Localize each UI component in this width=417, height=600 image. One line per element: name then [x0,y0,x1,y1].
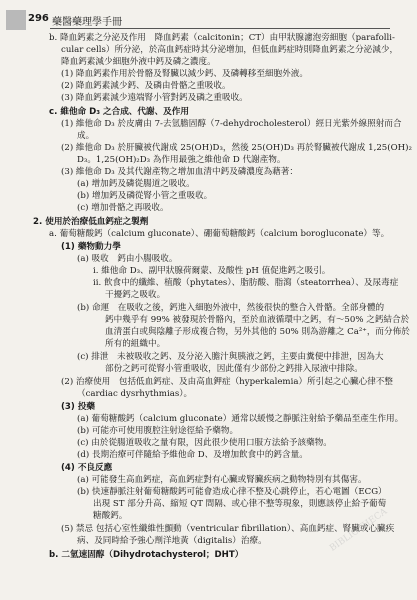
text-line: 部份之鈣可從腎小管重吸收，因此僅有少部份之鈣排入尿液中排除。 [105,364,363,374]
text-line: i. 維他命 D₃、副甲狀腺荷爾蒙、及酸性 pH 值促進鈣之吸引。 [93,266,331,276]
text-line: (3) 降血鈣素減少遠端腎小管對鈣及磷之重吸收。 [61,93,248,103]
text-line: b. 二氫速固醇（Dihydrotachysterol；DHT） [49,550,244,560]
text-line: (2) 治療使用 包括低血鈣症、及由高血鉀症（hyperkalemia）所引起之心臟心律不整 [61,377,393,387]
text-line: 糖酸鈣。 [93,511,128,521]
header-divider [50,28,390,29]
text-line: 病、及同時給予強心劑洋地黃（digitalis）治療。 [77,536,267,546]
text-line: a. 葡萄糖酸鈣（calcium gluconate）、硼葡萄糖酸鈣（calcium borogluconate）等。 [49,229,390,239]
text-line: (b) 快速靜脈注射葡萄糖酸鈣可能會造成心律不整及心跳停止，若心電圖（ECG） [77,487,387,497]
text-line: (2) 降血鈣素減少鈣、及磷由骨骼之重吸收。 [61,81,231,91]
text-line: ii. 飲食中的纖維、植酸（phytates）、脂肪酸、脂瀉（steatorrhea）、及尿毒症 [93,278,399,288]
text-line: 成。 [77,131,95,141]
text-line: (a) 可能發生高血鈣症，高血鈣症對有心臟或腎臟疾病之動物特別有其傷害。 [77,475,367,485]
text-line: （cardiac dysrhythmias）。 [77,389,193,399]
text-line: 干擾鈣之吸收。 [105,290,166,300]
text-line: (b) 命運 在吸收之後，鈣進入細胞外液中，然後很快的整合入骨骼。全部身體的 [77,303,385,313]
text-line: (a) 增加鈣及磷從腸道之吸收。 [77,179,195,189]
book-title: 藥醫藥理學手冊 [52,17,122,28]
text-line: b. 降血鈣素之分泌及作用 降血鈣素（calcitonin；CT）由甲狀腺濾泡旁細胞（parafolli- [49,33,395,43]
text-line: c. 維他命 D₃ 之合成、代謝、及作用 [49,107,189,117]
text-line: (1) 降血鈣素作用於骨骼及腎臟以減少鈣、及磷轉移至細胞外液。 [61,69,308,79]
text-line: (c) 增加骨骼之再吸收。 [77,203,169,213]
text-line: (b) 可能亦可使用腹腔注射途徑給予藥物。 [77,426,239,436]
text-line: (a) 吸收 鈣由小腸吸收。 [77,254,178,264]
text-line: (4) 不良反應 [61,463,113,473]
library-watermark: BIBLIOTHECA [328,506,390,554]
text-line: (2) 維他命 D₃ 於肝臟被代謝成 25(OH)D₃，然後 25(OH)D₃ 再於腎臟被代謝成 1,25(OH)₂ [61,143,412,153]
text-line: 出現 ST 部分升高、縮短 QT 間隔、或心律不整等現象，則應該停止給予葡萄 [93,499,387,509]
page-body [0,30,417,596]
page-number: 296 [28,13,49,24]
text-line: (b) 增加鈣及磷從腎小管之重吸收。 [77,191,213,201]
text-line: 降血鈣素減少細胞外液中鈣及磷之濃度。 [61,57,216,67]
text-line: (3) 投藥 [61,402,96,412]
chapter-tab-marker [6,10,26,30]
text-line: 血清蛋白或與陰離子形成複合物，另外其他的 50% 則為游離之 Ca²⁺，而分佈於 [105,327,410,337]
text-line: (3) 維他命 D₃ 及其代謝產物之增加血清中鈣及磷濃度為藉著： [61,167,298,177]
text-line: (1) 藥物動力學 [61,242,121,252]
text-line: (c) 排泄 未被吸收之鈣、及分泌入膽汁與胰液之鈣，主要由糞便中排泄，因為大 [77,352,384,362]
text-line: (1) 維他命 D₃ 於皮膚由 7-去氫膽固醇（7-dehydrocholesterol）經日光紫外線照射而合 [61,119,402,129]
text-line: (c) 由於從腸道吸收之量有限，因此很少使用口服方法給予該藥物。 [77,438,332,448]
text-line: (d) 長期治療可伴隨給予維他命 D、及增加飲食中的鈣含量。 [77,450,308,460]
page-header [6,10,411,32]
text-line: (a) 葡萄糖酸鈣（calcium gluconate）通常以緩慢之靜脈注射給予藥品至產生作用。 [77,414,404,424]
text-line: 所有的組織中。 [105,339,166,349]
text-line: (5) 禁忌 包括心室性纖維性顫動（ventricular fibrillation）、高血鈣症、腎臟或心臟疾 [61,524,395,534]
text-line: cular cells）所分泌，於高血鈣症時其分泌增加，但低血鈣症時則降血鈣素之分泌減少， [61,45,399,55]
text-line: D₃。1,25(OH)₂D₃ 為作用最強之維他命 D 代謝產物。 [77,155,286,165]
text-line: 鈣中幾乎有 99% 被發現於骨骼內，至於血液循環中之鈣，有～50% 之鈣結合於 [105,315,410,325]
text-line: 2. 使用於治療低血鈣症之製劑 [33,217,149,227]
